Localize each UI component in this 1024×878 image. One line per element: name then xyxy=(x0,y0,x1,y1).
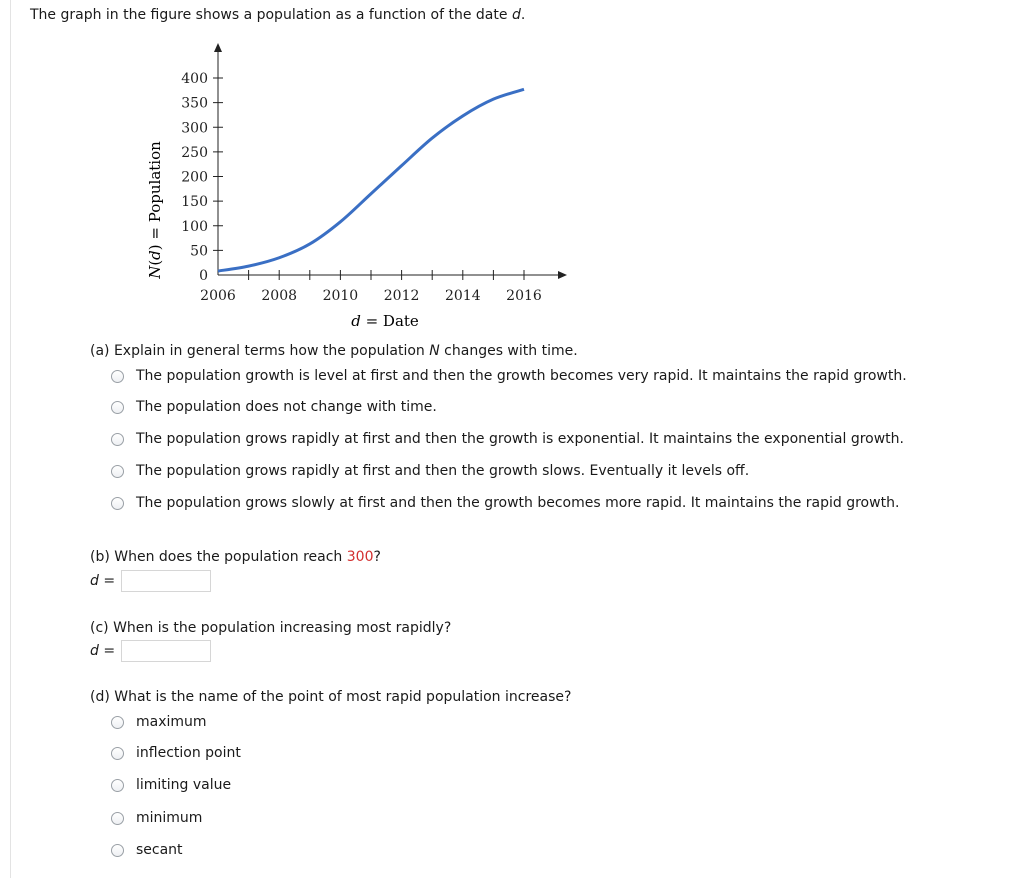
y-tick-label: 250 xyxy=(181,144,208,161)
radio-button[interactable] xyxy=(111,812,124,825)
radio-button[interactable] xyxy=(111,401,124,414)
part-c-answer-input[interactable] xyxy=(121,640,211,662)
x-tick-label: 2012 xyxy=(383,288,420,304)
graph-axes xyxy=(213,43,567,280)
y-tick-label: 350 xyxy=(181,95,208,112)
part-a-option-2[interactable]: The population does not change with time. xyxy=(111,397,437,417)
x-tick-label: 2016 xyxy=(506,288,542,304)
part-a-option-3[interactable]: The population grows rapidly at first and then the growth is exponential. It maintains the exponential growth. xyxy=(111,429,904,449)
radio-button[interactable] xyxy=(111,844,124,857)
part-b-question: (b) When does the population reach 300? xyxy=(90,549,381,565)
part-a-question: (a) Explain in general terms how the population N changes with time. xyxy=(90,343,578,359)
x-tick-label: 2008 xyxy=(261,288,298,304)
x-tick-label: 2014 xyxy=(444,288,481,304)
part-d-option-5[interactable]: secant xyxy=(111,840,183,860)
part-c-answer: d = xyxy=(90,640,211,662)
y-tick-label: 200 xyxy=(181,169,208,186)
y-tick-labels xyxy=(181,71,208,284)
part-d-option-2[interactable]: inflection point xyxy=(111,743,241,763)
part-c-question: (c) When is the population increasing most rapidly? xyxy=(90,620,452,636)
part-b-answer: d = xyxy=(90,570,211,592)
y-tick-label: 150 xyxy=(181,194,208,211)
radio-button[interactable] xyxy=(111,747,124,760)
y-axis-arrow xyxy=(214,43,222,52)
radio-button[interactable] xyxy=(111,779,124,792)
y-tick-label: 300 xyxy=(181,120,208,137)
radio-button[interactable] xyxy=(111,370,124,383)
part-d-option-4[interactable]: minimum xyxy=(111,808,202,828)
y-tick-label: 400 xyxy=(181,71,208,87)
problem-statement: The graph in the figure shows a population as a function of the date d. xyxy=(30,7,526,23)
part-d-question: (d) What is the name of the point of most rapid population increase? xyxy=(90,689,572,705)
y-tick-label: 100 xyxy=(181,218,208,235)
part-d-option-3[interactable]: limiting value xyxy=(111,775,231,795)
x-axis-arrow xyxy=(558,271,567,279)
part-a-option-4[interactable]: The population grows rapidly at first and then the growth slows. Eventually it levels off. xyxy=(111,461,749,481)
x-tick-label: 2010 xyxy=(322,288,359,304)
radio-button[interactable] xyxy=(111,716,124,729)
y-tick-label: 0 xyxy=(199,268,208,284)
population-graph xyxy=(140,38,580,338)
y-axis-label: N(d) = Population xyxy=(146,141,164,279)
population-curve xyxy=(218,89,524,271)
radio-button[interactable] xyxy=(111,497,124,510)
part-b-answer-input[interactable] xyxy=(121,570,211,592)
x-axis-label: d = Date xyxy=(351,312,419,330)
x-tick-label: 2006 xyxy=(200,288,236,304)
left-border xyxy=(10,0,11,878)
part-a-option-1[interactable]: The population growth is level at first and then the growth becomes very rapid. It maintains the rapid growth. xyxy=(111,366,907,386)
part-a-option-5[interactable]: The population grows slowly at first and then the growth becomes more rapid. It maintains the rapid growth. xyxy=(111,493,899,513)
part-d-option-1[interactable]: maximum xyxy=(111,712,207,732)
x-tick-labels xyxy=(200,288,542,304)
radio-button[interactable] xyxy=(111,433,124,446)
y-tick-label: 50 xyxy=(190,243,208,260)
radio-button[interactable] xyxy=(111,465,124,478)
